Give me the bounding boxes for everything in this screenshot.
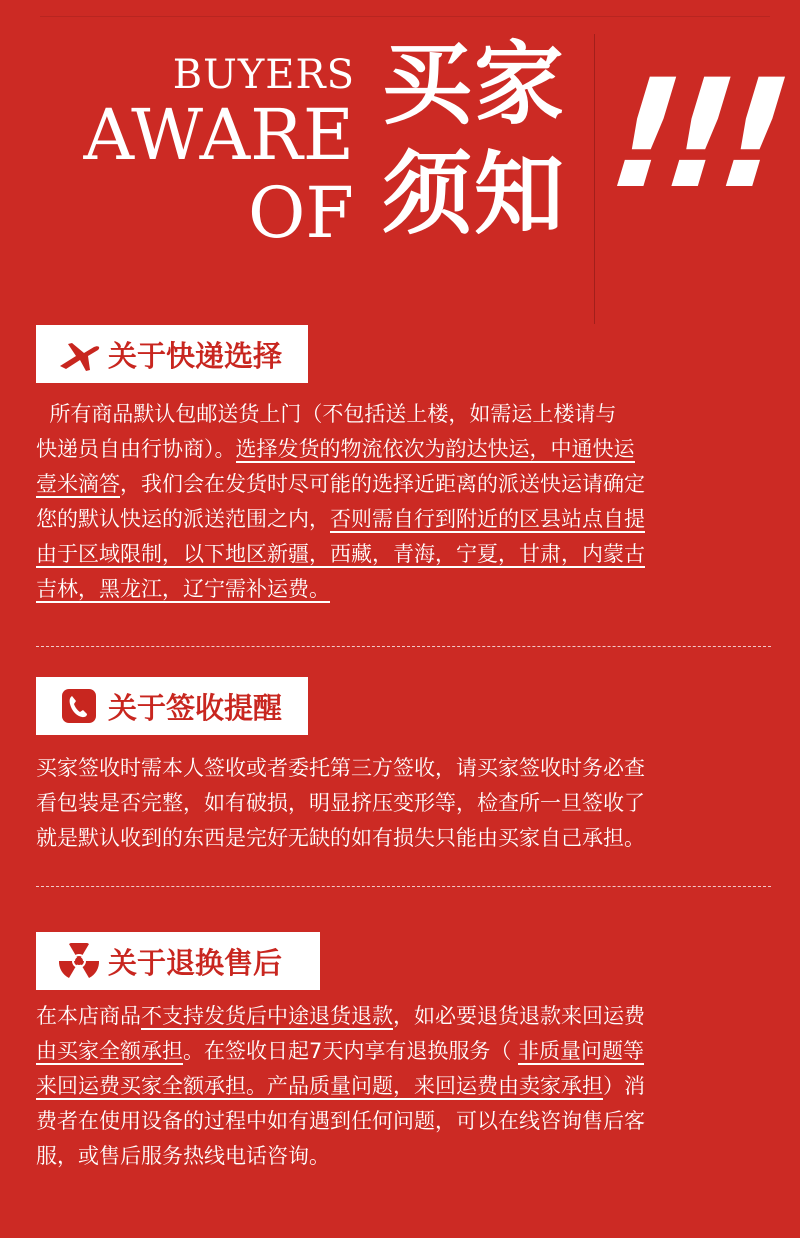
- shipping-text: ，我们会在发货时尽可能的选择近距离的派送快运请确定: [120, 472, 645, 496]
- header-cn-title-line1: 买家: [382, 32, 566, 137]
- returns-underlined-text: 由买家全额承担: [36, 1039, 183, 1063]
- header-en-aware: AWARE: [83, 94, 354, 176]
- section-divider: [36, 886, 771, 887]
- returns-underlined-text: 来回运费买家全额承担。产品质量问题，来回运费由卖家承担: [36, 1074, 603, 1098]
- section-title-shipping: [36, 325, 308, 383]
- section-divider: [36, 646, 771, 647]
- shipping-text: 快递员自由行协商）。: [36, 437, 236, 461]
- shipping-line: [36, 502, 760, 537]
- header-cn-title-line2: 须知: [382, 142, 566, 247]
- returns-text: ）消: [603, 1074, 645, 1098]
- returns-text: ，如必要退货退款来回运费: [393, 1004, 645, 1028]
- section-title-signing-label: 关于签收提醒: [108, 690, 283, 725]
- header-en-buyers: BUYERS: [172, 52, 355, 98]
- signing-line: 就是默认收到的东西是完好无缺的如有损失只能由买家自己承担。: [36, 826, 645, 850]
- shipping-line: [36, 467, 760, 502]
- shipping-underlined-text: 否则需自行到附近的区县站点自提: [330, 507, 645, 531]
- shipping-line: [36, 432, 760, 467]
- returns-line: [36, 1069, 760, 1104]
- shipping-underlined-text: 吉林，黑龙江，辽宁需补运费。: [36, 577, 330, 601]
- returns-line: [36, 1034, 760, 1069]
- section-title-returns-label: 关于退换售后: [108, 945, 283, 980]
- returns-paragraph: [36, 999, 760, 1174]
- returns-line: 服，或售后服务热线电话咨询。: [36, 1144, 330, 1168]
- shipping-underlined-text: 选择发货的物流依次为韵达快运，中通快运: [235, 437, 635, 461]
- returns-underlined-text: 非质量问题等: [518, 1039, 645, 1063]
- shipping-text: 您的默认快运的派送范围之内，: [36, 507, 330, 531]
- returns-underlined-text: 不支持发货后中途退货退款: [141, 1004, 393, 1028]
- signing-line: 看包装是否完整，如有破损，明显挤压变形等，检查所一旦签收了: [36, 791, 645, 815]
- header-exclamation-marks: !!!: [602, 48, 785, 222]
- signing-paragraph: [36, 751, 760, 856]
- radiation-icon: [56, 943, 102, 979]
- shipping-line: [36, 397, 760, 432]
- section-title-shipping-label: 关于快递选择: [108, 338, 283, 373]
- shipping-line: [36, 537, 760, 572]
- header-en-of: OF: [248, 172, 354, 254]
- returns-text: 。在签收日起7天内享有退换服务（: [183, 1039, 519, 1063]
- returns-line: 费者在使用设备的过程中如有遇到任何问题，可以在线咨询售后客: [36, 1109, 645, 1133]
- shipping-underlined-text: 壹米滴答: [36, 472, 120, 496]
- returns-text: 在本店商品: [36, 1004, 141, 1028]
- signing-line: 买家签收时需本人签收或者委托第三方签收，请买家签收时务必查: [36, 756, 645, 780]
- shipping-line: [36, 572, 760, 607]
- section-title-returns: [36, 932, 320, 990]
- airplane-icon: [56, 336, 102, 372]
- top-divider: [40, 16, 770, 17]
- returns-line: [36, 999, 760, 1034]
- section-title-signing: [36, 677, 308, 735]
- shipping-text: 所有商品默认包邮送货上门（不包括送上楼，如需运上楼请与: [49, 402, 617, 426]
- phone-icon: [56, 688, 102, 724]
- header-vertical-divider: [594, 34, 595, 324]
- shipping-paragraph: [36, 397, 760, 607]
- shipping-underlined-text: 由于区域限制，以下地区新疆，西藏，青海，宁夏，甘肃，内蒙古: [36, 542, 645, 566]
